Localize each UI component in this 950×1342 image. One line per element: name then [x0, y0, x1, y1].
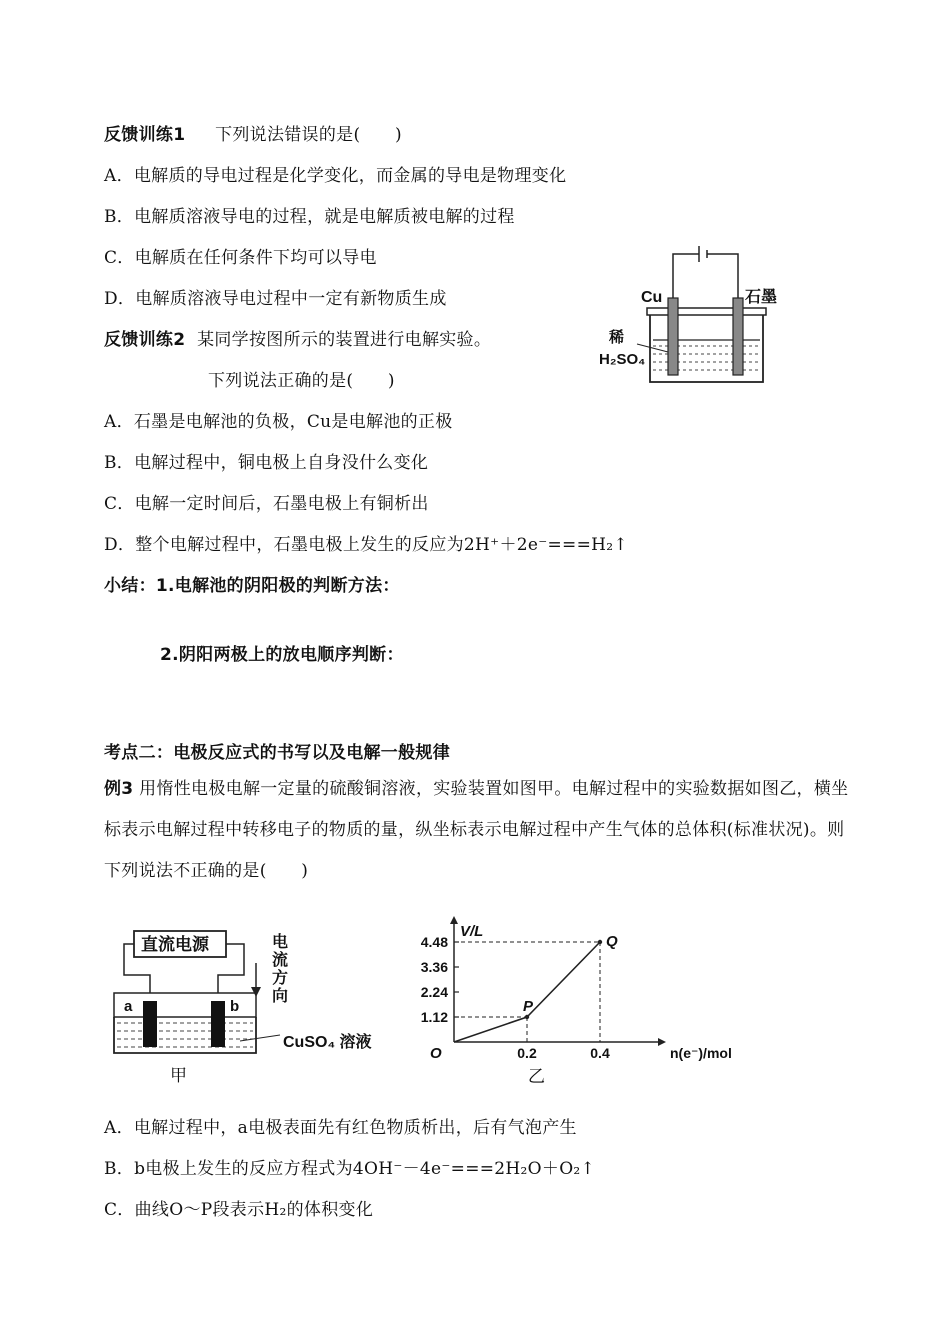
label-a: a — [124, 998, 133, 1015]
q1-option-c: C．电解质在任何条件下均可以导电 — [104, 248, 377, 268]
solution-pointer — [240, 1035, 280, 1041]
q1-stem: 下列说法错误的是( ) — [215, 125, 402, 145]
q2-stem2: 下列说法正确的是( ) — [208, 371, 395, 391]
y-axis-arrow-icon — [450, 916, 458, 924]
q2-option-d: D．整个电解过程中，石墨电极上发生的反应为2H⁺＋2e⁻===H₂↑ — [104, 535, 628, 555]
current-dir-1: 电 — [272, 934, 289, 951]
cu-electrode — [668, 298, 678, 375]
fig-jia — [100, 925, 390, 1090]
section2-title: 考点二：电极反应式的书写以及电解一般规律 — [104, 743, 450, 763]
y-tick-label: 4.48 — [420, 934, 448, 950]
ex3-text: 用惰性电极电解一定量的硫酸铜溶液，实验装置如图甲。电解过程中的实验数据如图乙，横坐标表示电解过程中转移电子的物质的量，纵坐标表示电解过程中产生气体的总体积(标准状况)。则下列说法不正确的是( ) — [104, 779, 849, 881]
ex3-paragraph — [104, 769, 849, 892]
y-tick-label: 3.36 — [420, 959, 448, 975]
y-axis-label: V/L — [460, 923, 484, 940]
q2-electrolysis-figure — [595, 240, 795, 390]
ex3-option-a: A．电解过程中，a电极表面先有红色物质析出，后有气泡产生 — [104, 1118, 577, 1138]
q2-stem1: 某同学按图所示的装置进行电解实验。 — [197, 330, 492, 350]
point-label: Q — [606, 933, 618, 950]
x-axis-arrow-icon — [658, 1038, 666, 1046]
origin-label: O — [430, 1045, 442, 1062]
q2-title: 反馈训练2 — [104, 330, 186, 350]
q2-header — [104, 325, 491, 350]
dc-power-label: 直流电源 — [141, 935, 209, 954]
cu-label: Cu — [641, 289, 663, 306]
y-tick-label: 1.12 — [420, 1009, 448, 1025]
x-tick-label: 0.4 — [590, 1045, 610, 1061]
graphite-electrode — [733, 298, 743, 375]
q1-option-d: D．电解质溶液导电过程中一定有新物质生成 — [104, 289, 447, 309]
x-tick-label: 0.2 — [517, 1045, 537, 1061]
y-tick-label: 2.24 — [420, 984, 448, 1000]
dilute-label: 稀 — [609, 329, 625, 346]
data-point — [598, 940, 602, 944]
h2so4-label: H₂SO₄ — [599, 351, 646, 368]
label-b: b — [230, 998, 240, 1015]
fig-yi-chart — [378, 908, 732, 1090]
caption-yi: 乙 — [528, 1067, 545, 1086]
ex3-label: 例3 — [104, 779, 134, 799]
summary-line2: 2.阴阳两极上的放电顺序判断： — [160, 645, 404, 665]
circuit-wires — [673, 246, 738, 304]
jia-solution-lines — [117, 1023, 253, 1047]
beaker-lid — [647, 308, 766, 315]
ex3-option-b: B．b电极上发生的反应方程式为4OH⁻－4e⁻===2H₂O＋O₂↑ — [104, 1159, 596, 1179]
summary-line1: 小结：1.电解池的阴阳极的判断方法： — [104, 576, 400, 596]
data-point — [525, 1015, 529, 1019]
point-label: P — [523, 998, 534, 1015]
q2-option-a: A．石墨是电解池的负极，Cu是电解池的正极 — [104, 412, 453, 432]
q1-option-b: B．电解质溶液导电的过程，就是电解质被电解的过程 — [104, 207, 515, 227]
solution-label: CuSO₄ 溶液 — [283, 1034, 372, 1051]
q1-title: 反馈训练1 — [104, 125, 186, 145]
q2-option-c: C．电解一定时间后，石墨电极上有铜析出 — [104, 494, 429, 514]
graphite-label: 石墨 — [745, 289, 778, 306]
current-dir-2: 流 — [272, 952, 289, 969]
q1-header — [104, 120, 402, 145]
electrode-a — [143, 1001, 157, 1047]
caption-jia: 甲 — [170, 1066, 187, 1085]
electrode-b — [211, 1001, 225, 1047]
current-dir-4: 向 — [272, 988, 289, 1005]
current-dir-3: 方 — [272, 970, 289, 987]
ex3-option-c: C．曲线O～P段表示H₂的体积变化 — [104, 1200, 374, 1220]
jia-beaker — [114, 1017, 256, 1053]
q1-option-a: A．电解质的导电过程是化学变化，而金属的导电是物理变化 — [104, 166, 567, 186]
q2-option-b: B．电解过程中，铜电极上自身没什么变化 — [104, 453, 429, 473]
x-axis-label: n(e⁻)/mol — [670, 1045, 732, 1061]
